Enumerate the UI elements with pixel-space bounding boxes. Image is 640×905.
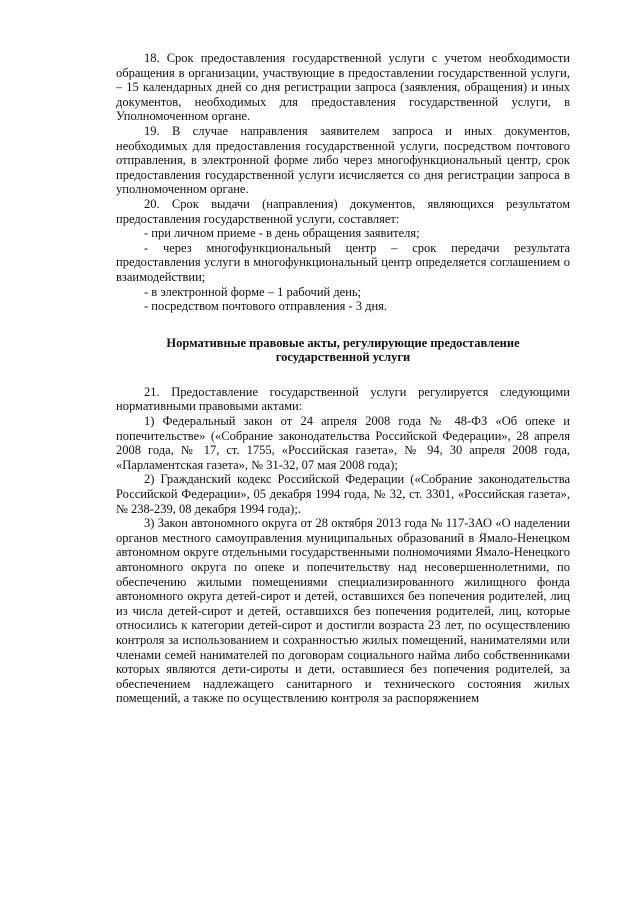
paragraph-20: 20. Срок выдачи (направления) документов, являющихся результатом предоставления государственной услуги, составляет: — [116, 196, 570, 226]
list-item-electronic: - в электронной форме – 1 рабочий день; — [144, 284, 362, 299]
law-item-3: 3) Закон автономного округа от 28 октября 2013 года № 117-ЗАО «О наделении органов местного самоуправления муниципальных образований в Ямало-Ненецком автономном округе отдельными государственными полномочиями Ямало-Ненецкого автономного округа по опеке и попечительству над несовершеннолетними, по обеспечению жилыми помещениями специализированного жилищного фонда автономного округа детей-сирот и детей, оставшихся без попечения родителей, лиц из числа детей-сирот и детей, оставшихся без попечения родителей, лиц, которые относились к категории детей-сирот и достигли возраста 23 лет, по осуществлению контроля за использованием и сохранностью жилых помещений, нанимателями или членами семей нанимателей по договорам социального найма либо собственниками которых являются дети-сироты и дети, оставшиеся без попечения родителей, за обеспечением надлежащего санитарного и технического состояния жилых помещений, а также по осуществлению контроля за распоряжением — [116, 516, 570, 706]
list-item-personal: - при личном приеме - в день обращения заявителя; — [144, 226, 420, 241]
paragraph-18: 18. Срок предоставления государственной услуги с учетом необходимости обращения в организации, участвующие в предоставлении государственной услуги, – 15 календарных дней со дня регистрации запроса (заявления, обращения) и иных документов, необходимых для предоставления государственной услуги, в Уполномоченном органе. — [116, 51, 570, 124]
section-heading: Нормативные правовые акты, регулирующие предоставление государственной услуги — [166, 335, 520, 365]
list-item-postal: - посредством почтового отправления - 3 дня. — [144, 299, 388, 314]
list-item-mfc: - через многофункциональный центр – срок передачи результата предоставления услуги в многофункциональный центр определяется соглашением о взаимодействии; — [116, 240, 570, 284]
paragraph-19: 19. В случае направления заявителем запроса и иных документов, необходимых для предоставления государственной услуги, посредством почтового отправления, в электронной форме либо через многофункциональный центр, срок предоставления государственной услуги исчисляется со дня регистрации запроса в уполномоченном органе. — [116, 123, 570, 197]
paragraph-21: 21. Предоставление государственной услуги регулируется следующими нормативными правовыми актами: — [116, 384, 570, 414]
document-page — [116, 51, 570, 706]
law-item-2: 2) Гражданский кодекс Российской Федерации («Собрание законодательства Российской Федерации», 05 декабря 1994 года, № 32, ст. 3301, «Российская газета», № 238-239, 08 декабря 1994 года);. — [116, 472, 570, 516]
law-item-1: 1) Федеральный закон от 24 апреля 2008 года № 48-ФЗ «Об опеке и попечительстве» («Собрание законодательства Российской Федерации», 28 апреля 2008 года, № 17, ст. 1755, «Российская газета», № 94, 30 апреля 2008 года, «Парламентская газета», № 31-32, 07 мая 2008 года); — [116, 414, 570, 472]
